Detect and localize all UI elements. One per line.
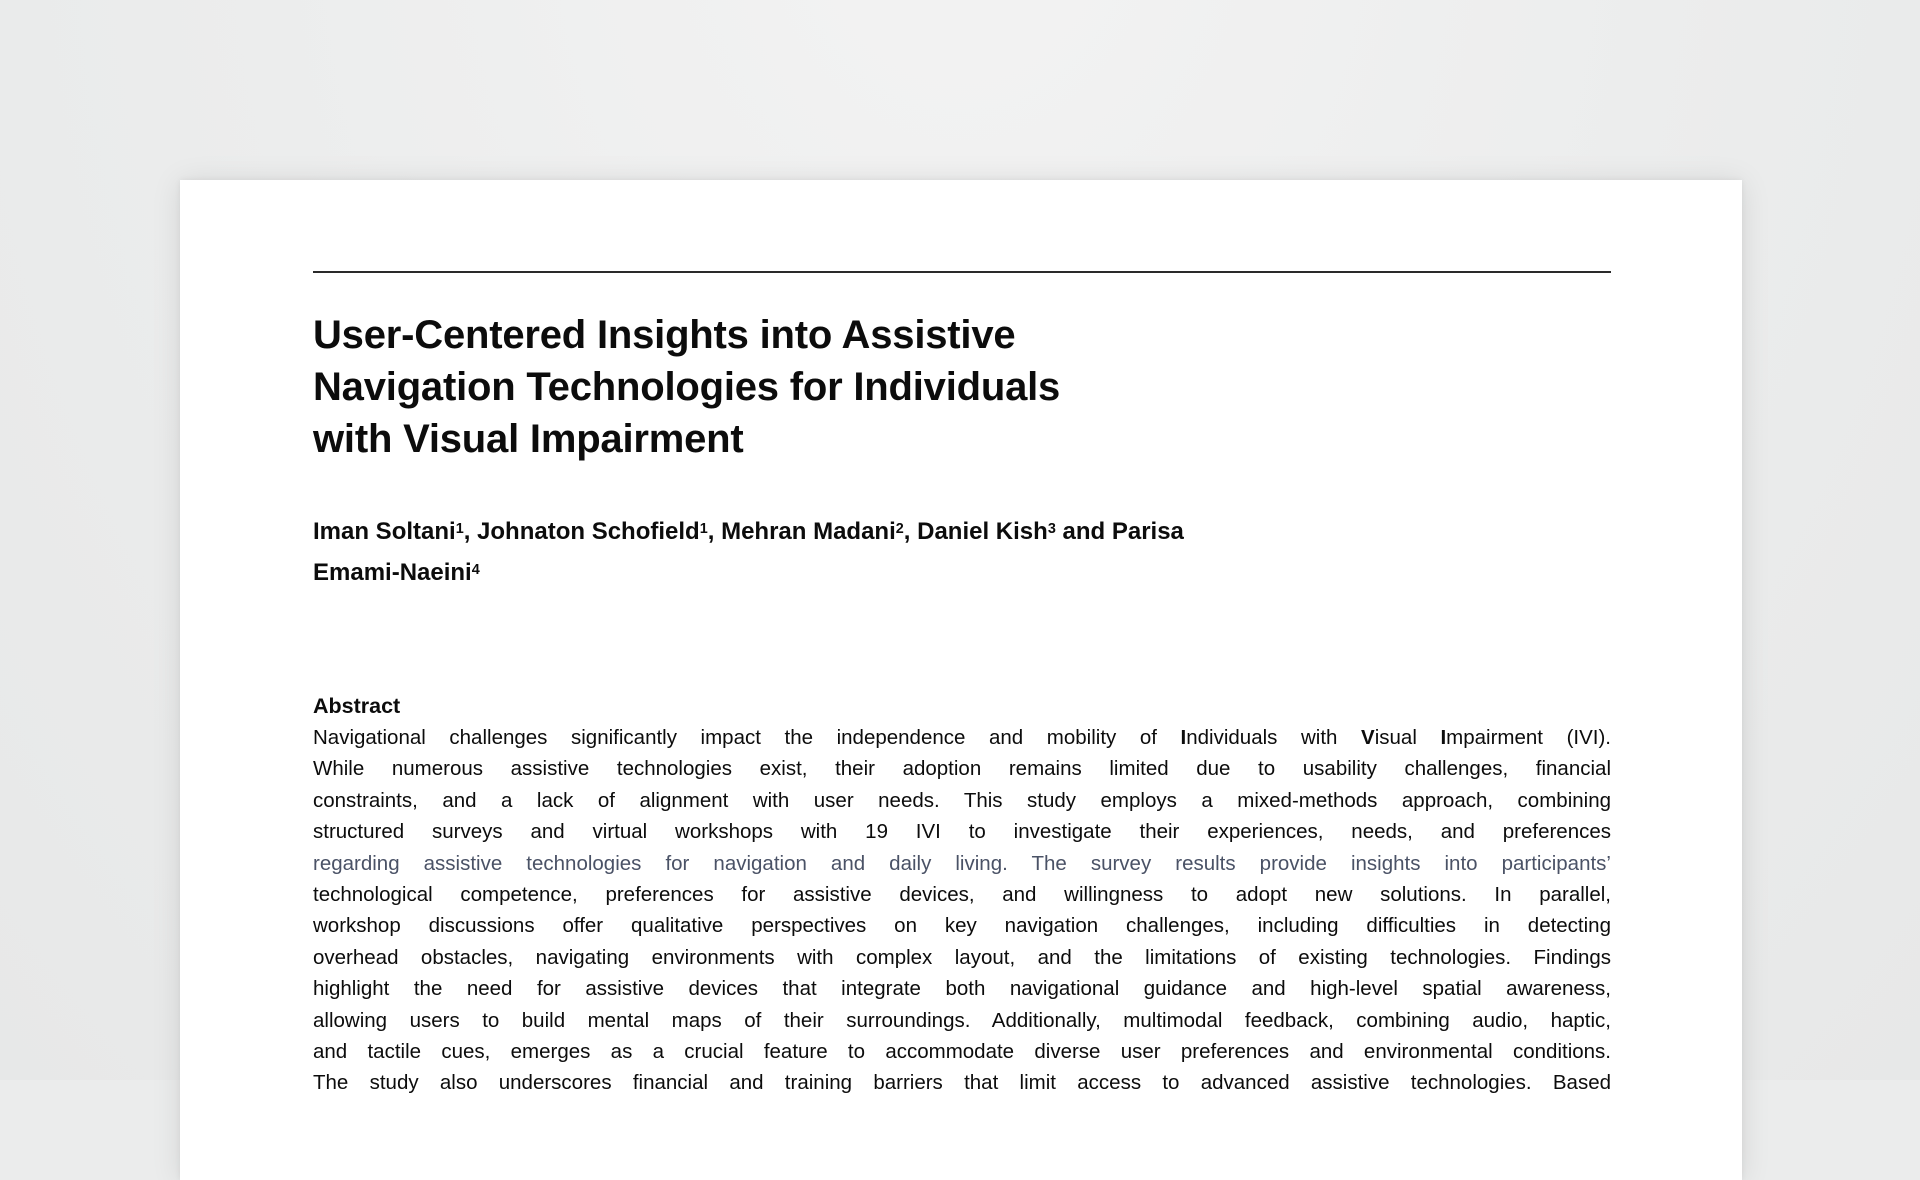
abstract-line: constraints, and a lack of alignment with user needs. This study employs a mixed-methods approach, combining — [313, 788, 1611, 812]
abstract-line: workshop discussions offer qualitative perspectives on key navigation challenges, including difficulties in detecting — [313, 914, 1611, 938]
abstract-line: While numerous assistive technologies exist, their adoption remains limited due to usability challenges, financial — [313, 757, 1611, 781]
abstract-heading: Abstract — [313, 694, 401, 718]
title-rule — [313, 271, 1611, 273]
abstract-line: structured surveys and virtual workshops with 19 IVI to investigate their experiences, needs, and preferences — [313, 820, 1611, 844]
paper-content — [180, 271, 1742, 1099]
abstract-line: technological competence, preferences for assistive devices, and willingness to adopt new solutions. In parallel, — [313, 882, 1611, 906]
abstract-line: The study also underscores financial and training barriers that limit access to advanced assistive technologies. Based — [313, 1071, 1611, 1095]
abstract-line: highlight the need for assistive devices that integrate both navigational guidance and high-level spatial awareness, — [313, 977, 1611, 1001]
paper-title-line-1: User-Centered Insights into Assistive — [313, 313, 1016, 357]
paper-title-line-2: Navigation Technologies for Individuals — [313, 365, 1061, 409]
paper-title — [313, 309, 1611, 465]
abstract-text — [313, 722, 1611, 1099]
author-list — [313, 513, 1611, 595]
abstract-line: and tactile cues, emerges as a crucial feature to accommodate diverse user preferences and environmental conditions. — [313, 1039, 1611, 1063]
abstract-line: regarding assistive technologies for navigation and daily living. The survey results provide insights into participants’ — [313, 851, 1611, 875]
abstract-line: Navigational challenges significantly impact the independence and mobility of Individuals with Visual Impairment (IVI). — [313, 726, 1612, 749]
abstract-line: allowing users to build mental maps of their surroundings. Additionally, multimodal feedback, combining audio, haptic, — [313, 1008, 1611, 1032]
paper-title-line-3: with Visual Impairment — [313, 417, 744, 461]
paper-page — [180, 180, 1742, 1180]
abstract-line: overhead obstacles, navigating environments with complex layout, and the limitations of existing technologies. Findings — [313, 945, 1611, 969]
author-line-2: Emami-Naeini$^4$ — [313, 559, 480, 586]
author-line-1: Iman Soltani$^1$, Johnaton Schofield$^1$, Mehran Madani$^2$, Daniel Kish$^3$ and Parisa — [313, 518, 1184, 545]
